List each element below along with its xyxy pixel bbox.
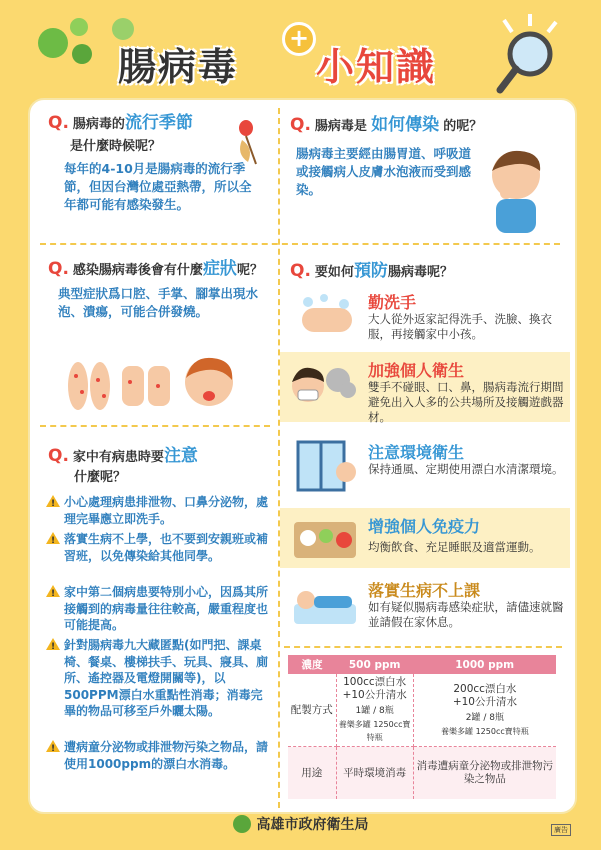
germ-icon [72, 44, 92, 64]
prevention-text: 均衡飲食、充足睡眠及適當運動。 [368, 540, 541, 554]
question-text: 什麼呢？ [74, 470, 127, 485]
magnifier-icon [490, 12, 570, 97]
question-text: 是什麼時候呢？ [70, 139, 162, 154]
warning-item: ! 家中第二個病患要特別小心，因爲其所接觸到的病毒量往往較高，嚴重程度也可能提高。 [48, 584, 273, 634]
prevention-text: 大人從外返家記得洗手、洗臉、換衣服，再接觸家中小孩。 [368, 312, 552, 341]
title-area [0, 0, 601, 100]
germ-icon [38, 28, 68, 58]
prevention-item [280, 508, 570, 568]
question-text: 腸病毒呢？ [387, 265, 453, 280]
rash-hands-feet-icon [64, 352, 174, 414]
section-symptoms [48, 254, 273, 321]
handwash-icon [294, 288, 360, 344]
question-text: 呢？ [236, 263, 263, 278]
question-text: 的呢？ [443, 119, 483, 134]
table-row [288, 674, 556, 747]
prevention-text: 雙手不碰眼、口、鼻，腸病毒流行期間避免出入人多的公共場所及接觸遊戲器材。 [368, 380, 564, 424]
table-cell: 100cc漂白水 +10公升清水 1罐 / 8瓶 養樂多罐 1250cc寶特瓶 [336, 674, 413, 747]
question-text: 家中有病患時要 [72, 450, 164, 465]
organization-name: 高雄市政府衛生局 [256, 817, 369, 833]
question-text: 感染腸病毒後會有什麼 [72, 263, 203, 278]
prevention-heading: 落實生病不上課 [368, 581, 481, 600]
section-prevention [290, 256, 565, 281]
warning-icon [46, 532, 60, 544]
window-icon [294, 438, 360, 494]
warning-item: ! 遭病童分泌物或排泄物污染之物品，請使用1000ppm的漂白水消毒。 [48, 739, 273, 772]
sick-child-icon [178, 352, 240, 418]
divider [40, 425, 270, 427]
q-marker: Q. [48, 446, 69, 466]
table-header: 500 ppm [336, 655, 413, 674]
plus-icon: + [282, 22, 316, 56]
prevention-item [280, 432, 570, 498]
question-highlight: 注意 [163, 446, 198, 466]
prevention-item [280, 574, 570, 640]
warning-item: ! 針對腸病毒九大藏匿點(如門把、課桌椅、餐桌、樓梯扶手、玩具、寢具、廁所、遙控器及電燈開關等)，以500PPM漂白水重點性消毒；消毒完畢的物品可移至戶外曬太陽。 [48, 637, 273, 720]
page-title: 腸病毒 [118, 45, 239, 89]
table-row [288, 747, 556, 800]
warning-item: ! 小心處理病患排泄物、口鼻分泌物，處理完畢應立即洗手。 [48, 494, 273, 527]
table-cell: 平時環境消毒 [336, 747, 413, 800]
prevention-text: 如有疑似腸病毒感染症狀，請儘速就醫並請假在家休息。 [368, 600, 564, 629]
table-cell: 用途 [288, 747, 336, 800]
warning-icon [46, 740, 60, 752]
question-text: 腸病毒是 [314, 119, 367, 134]
health-bureau-logo-icon [233, 815, 251, 833]
prevention-heading: 增強個人免疫力 [368, 517, 481, 536]
answer-text: 每年的4-10月是腸病毒的流行季節，但因台灣位處亞熱帶，所以全年都可能有感染發生。 [64, 161, 252, 212]
prevention-item [280, 286, 570, 346]
ad-tag: 廣告 [551, 824, 571, 836]
warning-icon [46, 638, 60, 650]
question-highlight: 如何傳染 [371, 115, 440, 135]
question-highlight: 預防 [353, 261, 388, 281]
table-cell: 200cc漂白水 +10公升清水 2罐 / 8瓶 養樂多罐 1250cc寶特瓶 [413, 674, 556, 747]
leaf-icon [232, 118, 266, 166]
answer-text: 腸病毒主要經由腸胃道、呼吸道或接觸病人皮膚水泡液而受到感染。 [296, 146, 472, 197]
germ-icon [70, 18, 88, 36]
sick-bed-icon [290, 580, 360, 632]
mask-child-icon [288, 360, 360, 416]
prevention-item [280, 352, 570, 422]
table-cell: 消毒遭病童分泌物或排泄物污染之物品 [413, 747, 556, 800]
section-caution [48, 441, 273, 485]
prevention-text: 保持通風、定期使用漂白水清潔環境。 [368, 462, 564, 476]
question-highlight: 症狀 [202, 259, 237, 279]
question-text: 腸病毒的 [72, 117, 125, 132]
table-cell: 配製方式 [288, 674, 336, 747]
warning-icon [46, 585, 60, 597]
q-marker: Q. [290, 115, 311, 135]
table-header: 濃度 [288, 655, 336, 674]
q-marker: Q. [290, 261, 311, 281]
table-header: 1000 ppm [413, 655, 556, 674]
page-subtitle: 小知識 [316, 45, 437, 89]
warning-icon [46, 495, 60, 507]
prevention-heading: 注意環境衛生 [368, 443, 465, 462]
warning-item: ! 落實生病不上學，也不要到安親班或補習班，以免傳染給其他同學。 [48, 531, 273, 564]
coughing-child-icon [480, 145, 552, 233]
prevention-heading: 加強個人衛生 [368, 361, 465, 380]
answer-text: 典型症狀爲口腔、手掌、腳掌出現水泡、潰瘍，可能合併發燒。 [58, 286, 259, 319]
question-highlight: 流行季節 [124, 113, 193, 133]
bleach-table [288, 655, 556, 799]
prevention-heading: 勤洗手 [368, 293, 417, 312]
divider [284, 646, 562, 648]
question-text: 要如何 [314, 265, 354, 280]
q-marker: Q. [48, 259, 69, 279]
q-marker: Q. [48, 113, 69, 133]
meal-icon [290, 514, 360, 564]
divider [40, 243, 560, 245]
footer [0, 814, 601, 834]
